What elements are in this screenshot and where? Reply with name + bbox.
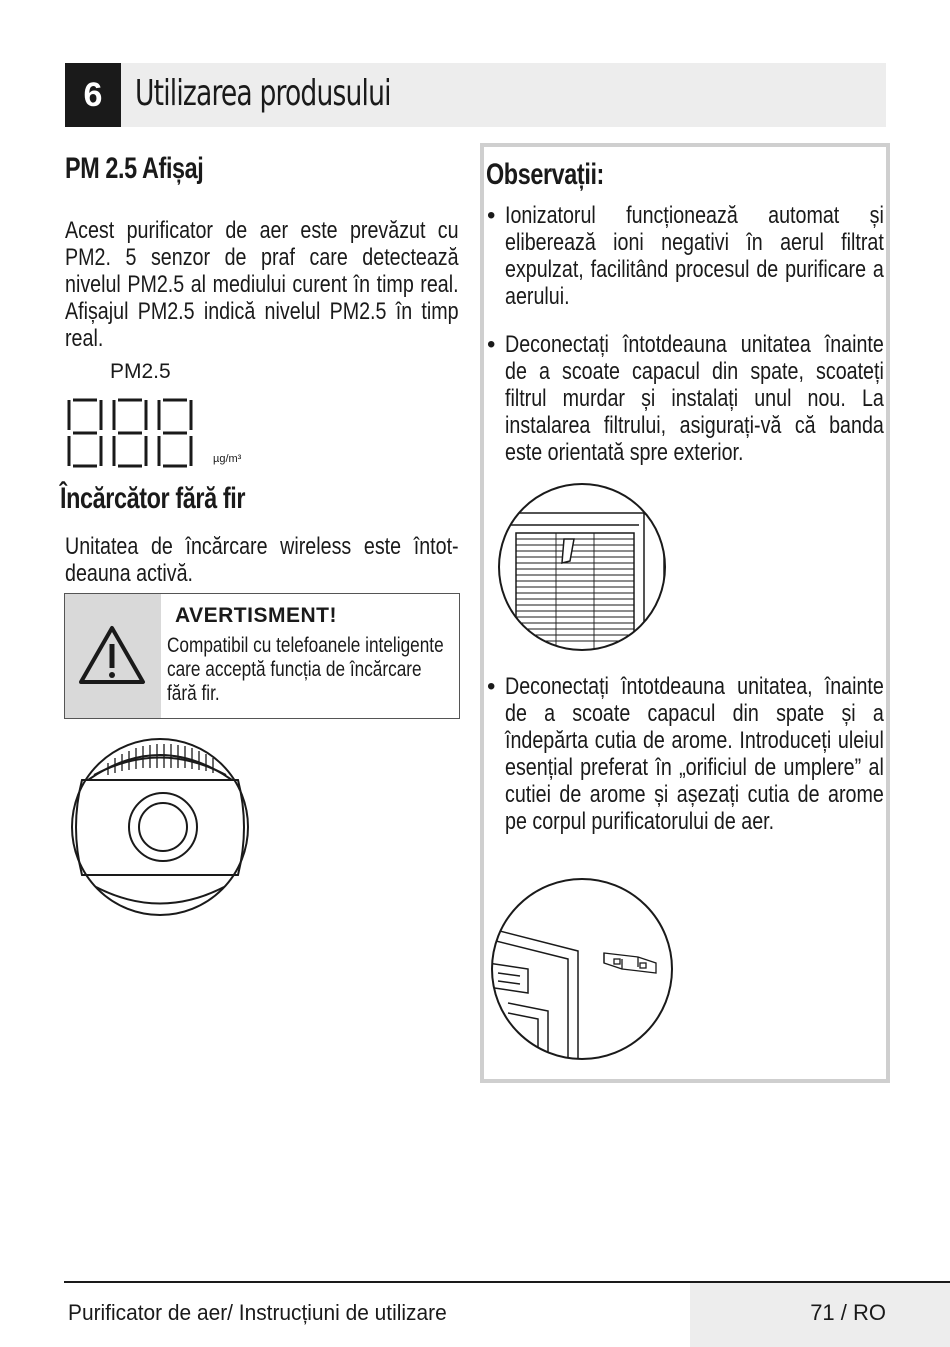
aroma-box-illustration	[488, 873, 688, 1061]
charger-device-illustration	[68, 735, 258, 920]
warning-title: AVERTISMENT!	[175, 604, 337, 627]
charger-section-title: Încărcător fără fir	[60, 482, 246, 515]
bullet-icon: •	[487, 331, 496, 358]
notes-title: Observații:	[486, 158, 604, 191]
warning-triangle-icon	[77, 624, 147, 686]
filter-illustration	[494, 483, 670, 651]
note-text: Deconectați întotdeauna unitatea înainte de a scoate capacul din spate, scoateți filtrul murdar și instalați unul nou. La instalarea filtrului, asigurați-vă că banda este orientată spre exterior.	[505, 331, 884, 466]
footer-document-title: Purificator de aer/ Instrucțiuni de utilizare	[68, 1300, 447, 1325]
pm-section-title: PM 2.5 Afișaj	[65, 152, 204, 185]
warning-text: Compatibil cu telefoanele inteligente care acceptă funcția de încărcare fără fir.	[167, 634, 444, 705]
note-text: Ionizatorul funcționează automat și eliberează ioni negativi în aerul filtrat expulzat, facilitând procesul de purificare a aerului.	[505, 202, 884, 310]
seven-segment-icon	[65, 398, 205, 468]
bullet-icon: •	[487, 202, 496, 229]
pm-section-text: Acest purificator de aer este prevăzut cu PM2. 5 senzor de praf care detectează nivelul PM2.5 al mediului curent în timp real. Afișajul PM2.5 indică nivelul PM2.5 în timp real.	[65, 217, 459, 352]
charger-section-text: Unitatea de încărcare wireless este întot-deauna activă.	[65, 533, 459, 587]
footer-page-number: 71 / RO	[810, 1300, 886, 1325]
pm-display-unit: µg/m³	[213, 453, 242, 465]
warning-box	[64, 593, 460, 719]
note-text: Deconectați întotdeauna unitatea, înainte de a scoate capacul din spate și a îndepărta cutia de arome. Introduceți uleiul esențial preferat în „orificiul de umplere” al cutiei de arome și așezați cutia de arome pe corpul purificatorului de aer.	[505, 673, 884, 835]
chapter-title: Utilizarea produsului	[135, 73, 391, 114]
bullet-icon: •	[487, 673, 496, 700]
chapter-header	[65, 63, 886, 127]
pm-display-label: PM2.5	[110, 360, 171, 383]
chapter-number: 6	[65, 63, 121, 127]
warning-icon-cell	[65, 594, 161, 718]
pm-display-figure	[65, 360, 255, 475]
